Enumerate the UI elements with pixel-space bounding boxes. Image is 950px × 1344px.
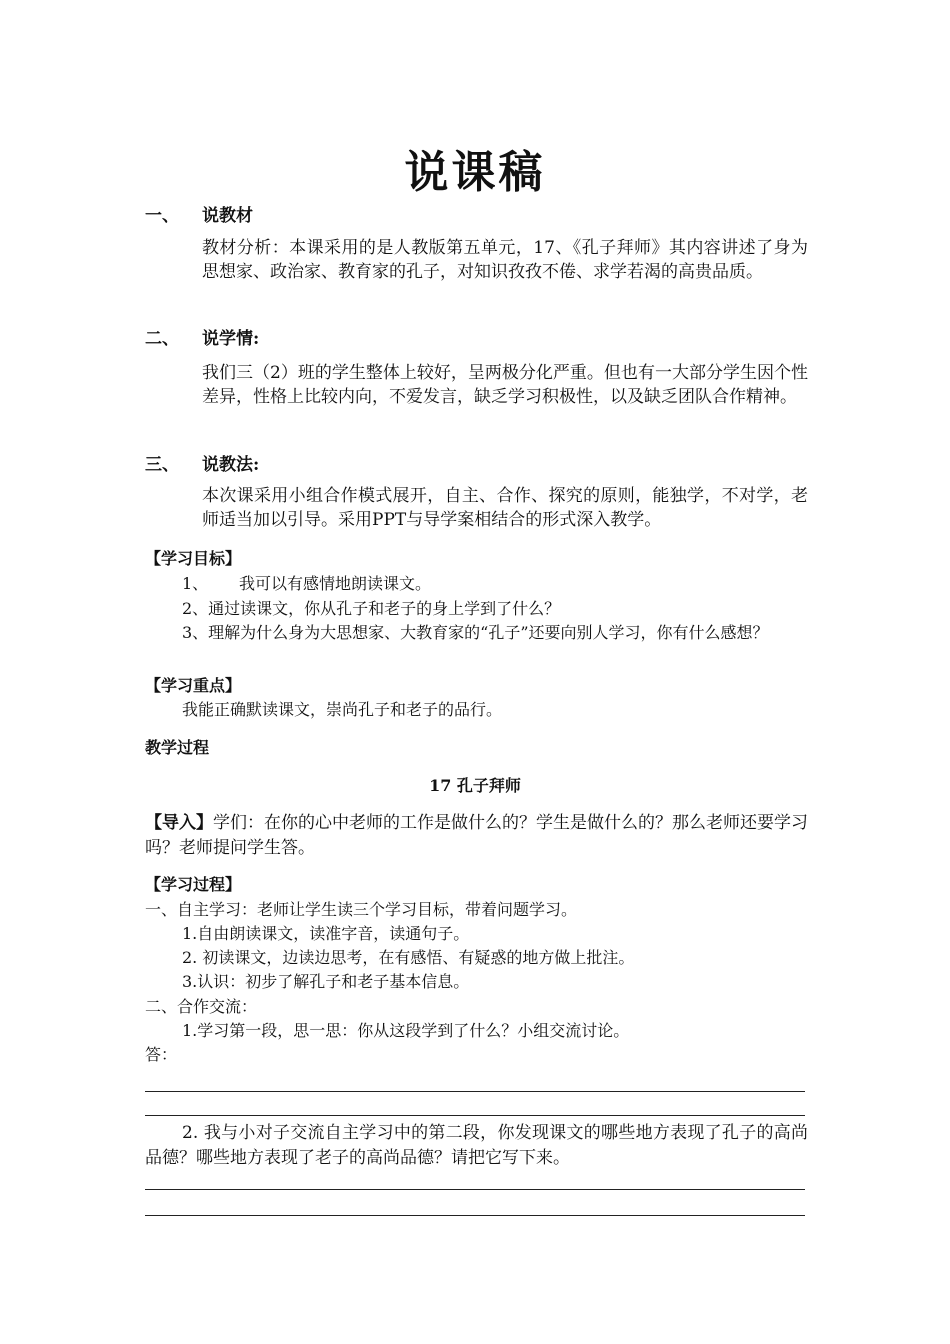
learning-step-1: 1.自由朗读课文，读准字音，读通句子。 <box>182 924 470 943</box>
section-heading-text: 说教材 <box>202 206 253 226</box>
learning-step-2: 2. 初读课文，边读边思考，在有感悟、有疑惑的地方做上批注。 <box>182 948 635 967</box>
objective-item-3: 3、理解为什么身为大思想家、大教育家的“孔子”还要向别人学习，你有什么感想？ <box>182 623 769 642</box>
learning-heading: 【学习过程】 <box>145 875 242 894</box>
section-number: 三、 <box>145 455 179 475</box>
section-body-methods: 本次课采用小组合作模式展开，自主、合作、探究的原则，能独学，不对学，老师适当加以引导。采用PPT与导学案相结合的形式深入教学。 <box>202 486 808 530</box>
answer-line <box>145 1215 805 1216</box>
objective-text: 我可以有感情地朗读课文。 <box>239 574 432 593</box>
section-number: 一、 <box>145 206 179 226</box>
section-heading-text: 说学情: <box>202 329 260 349</box>
objectives-heading: 【学习目标】 <box>145 549 242 568</box>
learning-step-3: 3.认识：初步了解孔子和老子基本信息。 <box>182 972 470 991</box>
intro-paragraph <box>145 811 808 861</box>
section-number: 二、 <box>145 329 179 349</box>
coop-task-2: 2. 我与小对子交流自主学习中的第二段，你发现课文的哪些地方表现了孔子的高尚品德？哪些地方表现了老子的高尚品德？请把它写下来。 <box>145 1123 808 1168</box>
section-body-students: 我们三（2）班的学生整体上较好，呈两极分化严重。但也有一大部分学生因个性差异，性格上比较内向，不爱发言，缺乏学习积极性，以及缺乏团队合作精神。 <box>202 363 808 407</box>
objective-item-2: 2、通过读课文，你从孔子和老子的身上学到了什么？ <box>182 599 561 618</box>
document-title: 说课稿 <box>404 147 546 198</box>
answer-line <box>145 1091 805 1092</box>
intro-text: 学们：在你的心中老师的工作是做什么的？学生是做什么的？那么老师还要学习吗？老师提问学生答。 <box>145 813 808 858</box>
section-heading-teaching-material <box>145 201 253 226</box>
lesson-title: 17 孔子拜师 <box>429 776 521 795</box>
process-heading: 教学过程 <box>145 738 210 757</box>
section-heading-methods <box>145 450 259 475</box>
learning-part-1: 一、自主学习：老师让学生读三个学习目标，带着问题学习。 <box>145 900 578 919</box>
objective-number: 1、 <box>182 574 209 593</box>
answer-line <box>145 1115 805 1116</box>
keypoints-text: 我能正确默读课文，崇尚孔子和老子的品行。 <box>182 700 503 719</box>
answer-label: 答： <box>145 1045 178 1064</box>
learning-part-2: 二、合作交流： <box>145 997 258 1016</box>
coop-task-1: 1.学习第一段，思一思：你从这段学到了什么？小组交流讨论。 <box>182 1021 630 1040</box>
objective-item-1 <box>182 572 431 596</box>
section-heading-text: 说教法: <box>202 455 260 475</box>
section-heading-students <box>145 324 259 349</box>
section-body-teaching-material: 教材分析：本课采用的是人教版第五单元，17、《孔子拜师》其内容讲述了身为思想家、政治家、教育家的孔子，对知识孜孜不倦、求学若渴的高贵品质。 <box>202 238 808 282</box>
answer-line <box>145 1189 805 1190</box>
keypoints-heading: 【学习重点】 <box>145 676 242 695</box>
intro-label: 【导入】 <box>145 813 213 833</box>
